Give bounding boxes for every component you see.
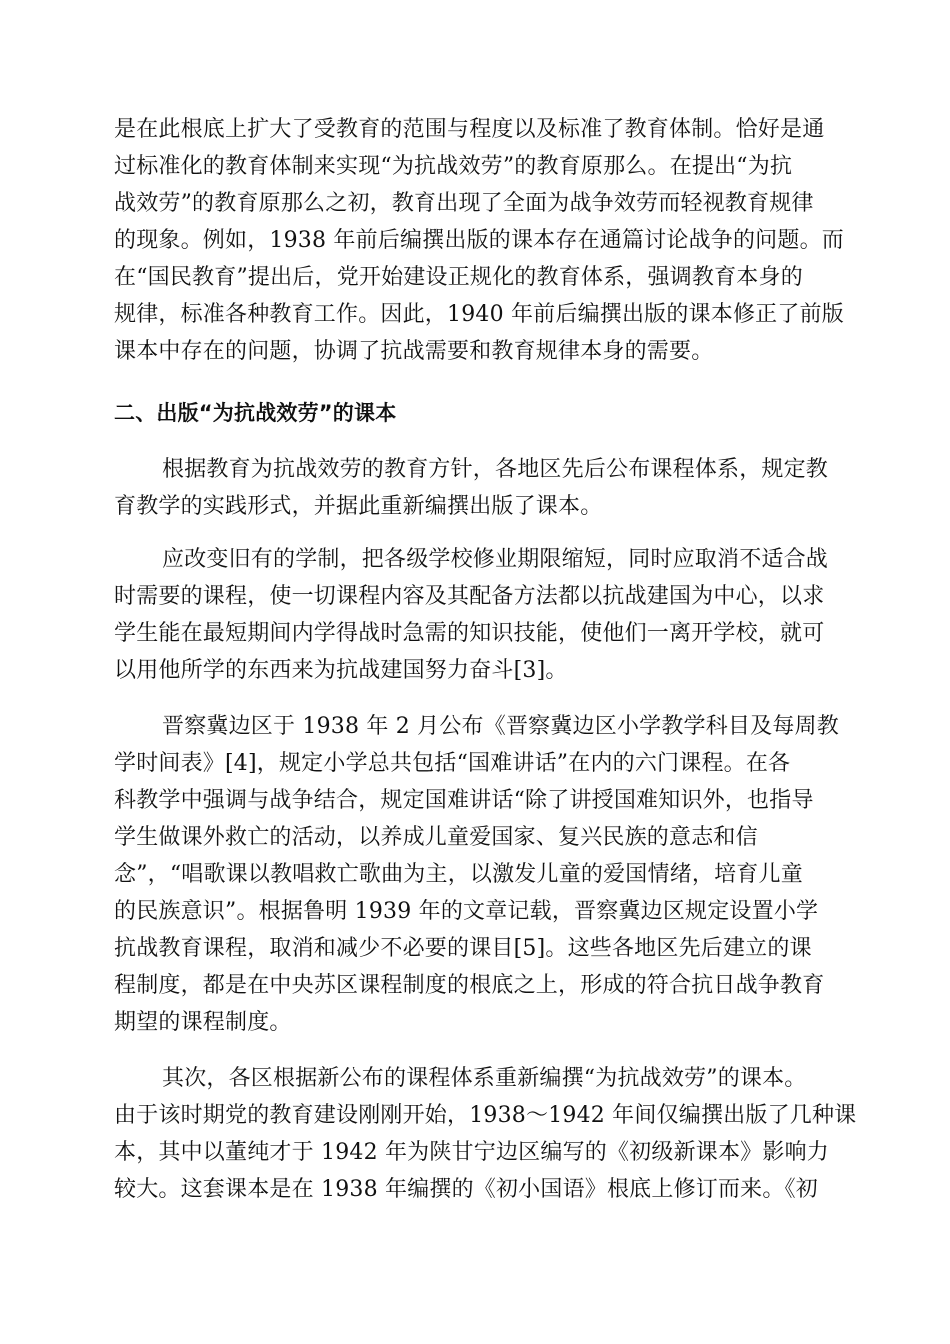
text-line: 科教学中强调与战争结合，规定国难讲话“除了讲授国难知识外，也指导 — [114, 788, 814, 813]
text-line: 期望的课程制度。 — [114, 1010, 292, 1035]
text-line: 学时间表》[4]，规定小学总共包括“国难讲话”在内的六门课程。在各 — [114, 751, 791, 776]
text-line: 晋察冀边区于 1938 年 2 月公布《晋察冀边区小学教学科目及每周教 — [162, 714, 839, 739]
text-line: 的现象。例如，1938 年前后编撰出版的课本存在通篇讨论战争的问题。而 — [114, 228, 844, 253]
text-line: 学生做课外救亡的活动，以养成儿童爱国家、复兴民族的意志和信 — [114, 825, 758, 850]
text-line: 过标准化的教育体制来实现“为抗战效劳”的教育原那么。在提出“为抗 — [114, 154, 793, 179]
text-line: 规律，标准各种教育工作。因此，1940 年前后编撰出版的课本修正了前版 — [114, 302, 844, 327]
text-line: 应改变旧有的学制，把各级学校修业期限缩短，同时应取消不适合战 — [162, 547, 829, 572]
text-line: 在“国民教育”提出后，党开始建设正规化的教育体系，强调教育本身的 — [114, 265, 803, 290]
text-line: 其次，各区根据新公布的课程体系重新编撰“为抗战效劳”的课本。 — [162, 1066, 807, 1091]
text-line: 程制度，都是在中央苏区课程制度的根底之上，形成的符合抗日战争教育 — [114, 973, 825, 998]
text-line: 以用他所学的东西来为抗战建国努力奋斗[3]。 — [114, 658, 568, 683]
text-line: 时需要的课程，使一切课程内容及其配备方法都以抗战建国为中心，以求 — [114, 584, 825, 609]
text-line: 课本中存在的问题，协调了抗战需要和教育规律本身的需要。 — [114, 339, 714, 364]
text-line: 的民族意识”。根据鲁明 1939 年的文章记载，晋察冀边区规定设置小学 — [114, 899, 819, 924]
text-line: 是在此根底上扩大了受教育的范围与程度以及标准了教育体制。恰好是通 — [114, 117, 825, 142]
text-line: 育教学的实践形式，并据此重新编撰出版了课本。 — [114, 494, 603, 519]
text-line: 念”，“唱歌课以教唱救亡歌曲为主，以激发儿童的爱国情绪，培育儿童 — [114, 862, 803, 887]
text-line: 本，其中以董纯才于 1942 年为陕甘宁边区编写的《初级新课本》影响力 — [114, 1140, 829, 1165]
text-line: 战效劳”的教育原那么之初，教育出现了全面为战争效劳而轻视教育规律 — [114, 191, 814, 216]
text-line: 根据教育为抗战效劳的教育方针，各地区先后公布课程体系，规定教 — [162, 457, 829, 482]
text-line: 较大。这套课本是在 1938 年编撰的《初小国语》根底上修订而来。《初 — [114, 1177, 818, 1202]
section-heading: 二、出版“为抗战效劳”的课本 — [114, 401, 397, 425]
text-line: 抗战教育课程，取消和减少不必要的课目[5]。这些各地区先后建立的课 — [114, 936, 812, 961]
text-line: 由于该时期党的教育建设刚刚开始，1938～1942 年间仅编撰出版了几种课 — [114, 1103, 857, 1128]
text-line: 学生能在最短期间内学得战时急需的知识技能，使他们一离开学校，就可 — [114, 621, 825, 646]
